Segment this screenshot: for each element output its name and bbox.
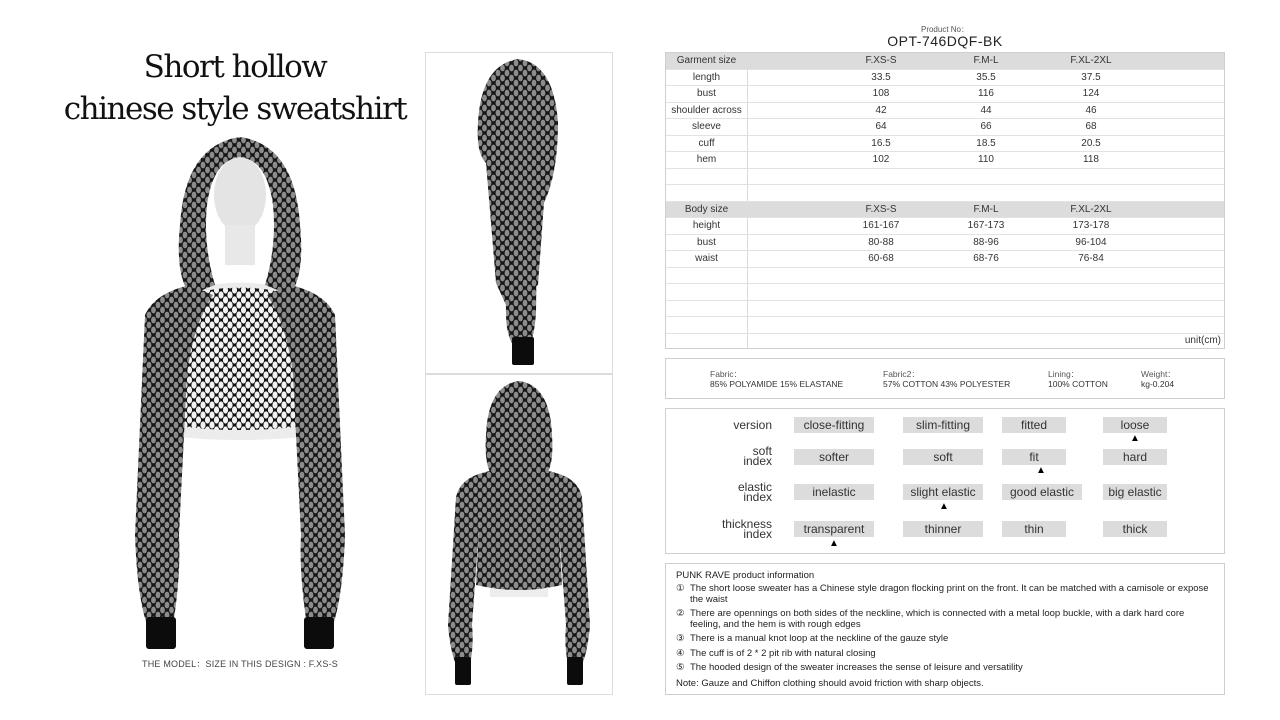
list-item: [676, 584, 1214, 605]
table-cell: 76-84: [1078, 253, 1104, 264]
table-cell: 16.5: [871, 137, 891, 149]
table-cell: 116: [978, 88, 994, 99]
table-row: [666, 70, 1224, 87]
fabric-2: [883, 369, 1010, 389]
row-label: waist: [695, 253, 718, 264]
elastic-index-label-line-1: elastic: [737, 480, 772, 494]
header-cell: F.XS-S: [865, 203, 897, 215]
empty-row: [666, 169, 1224, 186]
body-size-header: [666, 202, 1224, 219]
lining-label: Lining：: [1048, 369, 1080, 379]
table-cell: 108: [872, 88, 890, 99]
product-number: OPT-746DQF-BK: [887, 33, 1003, 49]
list-item: [676, 634, 1214, 645]
table-cell: 35.5: [976, 71, 996, 83]
table-cell: 110: [978, 154, 994, 165]
product-title-line-1: Short hollow: [143, 49, 327, 85]
lining: [1048, 369, 1108, 389]
table-row: [666, 86, 1224, 103]
version-option-slim-fitting: slim-fitting: [903, 417, 983, 433]
main-product-photo: [95, 135, 385, 655]
soft-index-label: [686, 446, 772, 466]
table-row: [666, 119, 1224, 136]
fabric-1: [710, 369, 843, 389]
empty-row: [666, 185, 1224, 202]
model-size-caption: THE MODEL：SIZE IN THIS DESIGN : F.XS-S: [142, 659, 338, 669]
weight: [1141, 369, 1176, 389]
soft-option-hard: hard: [1103, 449, 1167, 465]
product-information: [665, 563, 1225, 695]
table-cell: 161-167: [862, 220, 900, 231]
row-label: bust: [697, 88, 716, 99]
row-label: height: [692, 220, 721, 231]
item-number: ④: [676, 647, 685, 659]
empty-row: [666, 284, 1224, 301]
list-item: [676, 663, 1214, 674]
item-text: There are opennings on both sides of the neckline, which is connected with a metal loop buckle, with a dark hard core feeling, and the hem is with rough edges: [690, 608, 1185, 630]
table-cell: 167-173: [967, 220, 1005, 231]
table-row: [666, 235, 1224, 252]
soft-option-soft: soft: [903, 449, 983, 465]
elastic-index-label-line-2: index: [743, 490, 772, 504]
list-item: [676, 609, 1214, 630]
row-label: cuff: [698, 137, 715, 149]
row-label: bust: [697, 236, 716, 248]
table-cell: 118: [1083, 154, 1099, 165]
version-label: version: [733, 418, 772, 432]
list-item: [676, 649, 1214, 660]
version-option-close-fitting: close-fitting: [794, 417, 874, 433]
elastic-option-inelastic: inelastic: [794, 484, 874, 500]
empty-row: [666, 301, 1224, 318]
table-row: [666, 251, 1224, 268]
fabric-2-value: 57% COTTON 43% POLYESTER: [883, 379, 1011, 389]
header-cell: F.XL-2XL: [1070, 55, 1112, 66]
table-cell: 102: [872, 154, 890, 165]
table-row: [666, 136, 1224, 153]
fabric-2-label: Fabric2：: [883, 369, 920, 379]
thickness-selected-marker: ▲: [829, 538, 839, 549]
garment-size-header: [666, 53, 1224, 70]
product-number-label: Product No：: [920, 25, 970, 34]
table-cell: 88-96: [973, 236, 999, 248]
table-row: [666, 103, 1224, 120]
fabric-info: [665, 358, 1225, 399]
soft-index-label-line-2: index: [743, 454, 772, 468]
fabric-1-value: 85% POLYAMIDE 15% ELASTANE: [710, 379, 844, 389]
item-text: There is a manual knot loop at the neckline of the gauze style: [690, 633, 949, 644]
empty-row: [666, 268, 1224, 285]
row-label: length: [692, 71, 721, 83]
item-number: ③: [676, 633, 685, 644]
product-title: [60, 46, 410, 130]
back-view-photo: [425, 374, 613, 695]
thickness-option-thin: thin: [1002, 521, 1066, 537]
table-cell: 173-178: [1072, 220, 1110, 231]
table-cell: 42: [875, 104, 887, 116]
header-cell: F.XL-2XL: [1070, 203, 1112, 215]
item-number: ⑤: [676, 662, 685, 673]
header-cell: Body size: [684, 203, 729, 215]
header-cell: F.M-L: [973, 55, 999, 66]
item-number: ①: [676, 583, 685, 594]
item-text: The hooded design of the sweater increases the sense of leisure and versatility: [690, 662, 1023, 673]
row-label: hem: [696, 154, 717, 165]
size-table: [665, 52, 1225, 349]
version-option-loose: loose: [1103, 417, 1167, 433]
table-cell: 96-104: [1075, 236, 1107, 248]
elastic-selected-marker: ▲: [939, 501, 949, 512]
table-cell: 80-88: [868, 236, 894, 248]
elastic-option-big-elastic: big elastic: [1103, 484, 1167, 500]
table-cell: 44: [980, 104, 992, 116]
table-cell: 68: [1085, 121, 1097, 132]
table-cell: 68-76: [973, 253, 999, 264]
elastic-option-slight-elastic: slight elastic: [903, 484, 983, 500]
table-cell: 66: [980, 121, 992, 132]
table-cell: 124: [1082, 88, 1100, 99]
soft-option-softer: softer: [794, 449, 874, 465]
fabric-1-label: Fabric：: [710, 369, 743, 379]
table-cell: 37.5: [1081, 71, 1101, 83]
version-selected-marker: ▲: [1130, 433, 1140, 444]
table-cell: 60-68: [868, 253, 894, 264]
care-note: Note: Gauze and Chiffon clothing should avoid friction with sharp objects.: [676, 677, 984, 689]
fit-index-panel: [665, 408, 1225, 554]
side-view-photo: [425, 52, 613, 374]
header-cell: Garment size: [676, 55, 737, 66]
table-row: [666, 152, 1224, 169]
info-title: PUNK RAVE product information: [676, 570, 815, 581]
thickness-option-thick: thick: [1103, 521, 1167, 537]
product-title-line-2: chinese style sweatshirt: [63, 91, 407, 127]
empty-row: [666, 317, 1224, 334]
item-text: The cuff is of 2 * 2 pit rib with natural closing: [690, 647, 876, 659]
version-option-fitted: fitted: [1002, 417, 1066, 433]
elastic-index-label: [686, 482, 772, 502]
thickness-index-label-line-2: index: [743, 527, 772, 541]
unit-label: unit(cm): [1184, 335, 1221, 346]
soft-option-fit: fit: [1002, 449, 1066, 465]
thickness-option-transparent: transparent: [794, 521, 874, 537]
table-cell: 18.5: [976, 137, 996, 149]
item-text: The short loose sweater has a Chinese style dragon flocking print on the front. It can be matched with a camisole or expose the waist: [690, 583, 1209, 605]
table-row: [666, 218, 1224, 235]
weight-label: Weight：: [1141, 369, 1176, 379]
header-cell: F.M-L: [973, 203, 999, 215]
row-label: sleeve: [692, 121, 721, 132]
table-cell: 64: [875, 121, 887, 132]
soft-index-label-line-1: soft: [752, 444, 772, 458]
item-number: ②: [676, 608, 685, 619]
table-cell: 33.5: [871, 71, 891, 83]
weight-value: kg-0.204: [1141, 379, 1175, 389]
header-cell: F.XS-S: [865, 55, 897, 66]
thickness-index-label: [686, 519, 772, 539]
thickness-option-thinner: thinner: [903, 521, 983, 537]
table-cell: 20.5: [1081, 137, 1101, 149]
thickness-index-label-line-1: thickness: [721, 517, 772, 531]
elastic-option-good-elastic: good elastic: [1002, 484, 1082, 500]
row-label: shoulder across: [671, 104, 742, 116]
lining-value: 100% COTTON: [1048, 379, 1108, 389]
soft-selected-marker: ▲: [1036, 465, 1046, 476]
table-cell: 46: [1085, 104, 1097, 116]
